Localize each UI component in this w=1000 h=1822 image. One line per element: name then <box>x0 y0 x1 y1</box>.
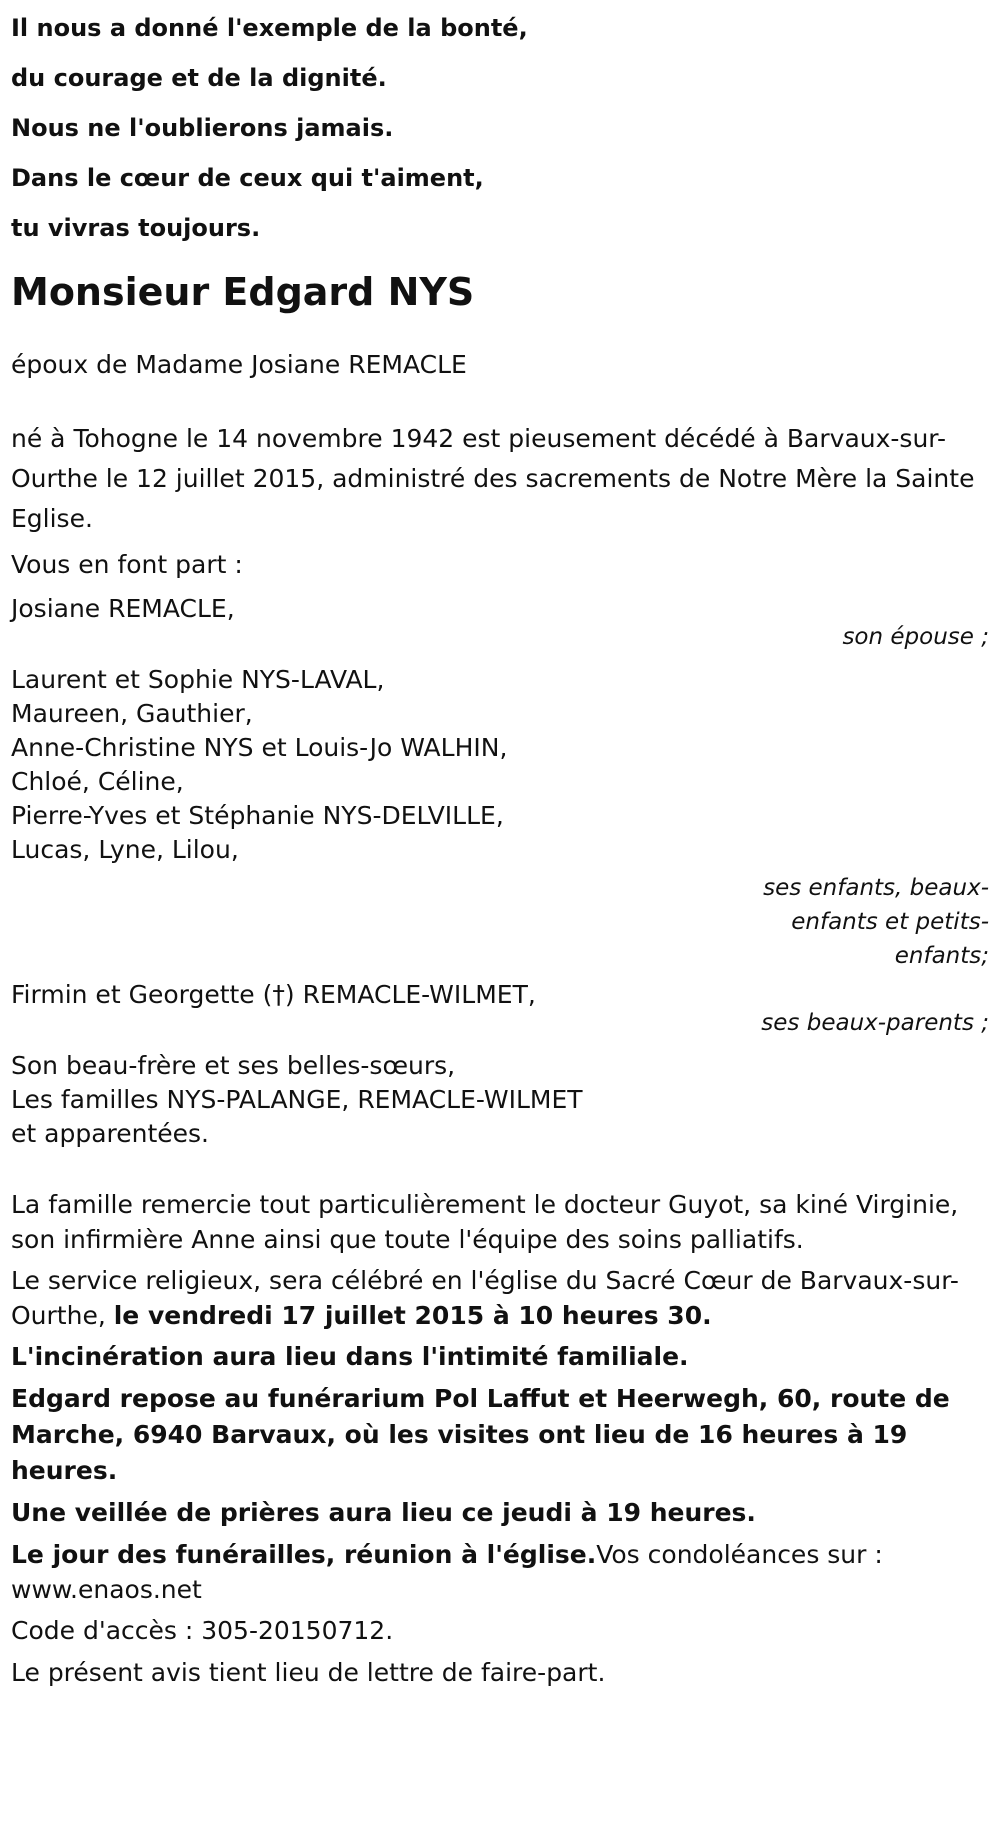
child-line: Lucas, Lyne, Lilou, <box>11 835 239 864</box>
children-role <box>11 871 989 973</box>
obituary-notice <box>11 0 989 1691</box>
child-line: Laurent et Sophie NYS-LAVAL, <box>11 665 385 694</box>
child-line: Maureen, Gauthier, <box>11 699 253 728</box>
parents-role: ses beaux-parents ; <box>761 1010 989 1036</box>
family-line: Son beau-frère et ses belles-sœurs, <box>11 1051 456 1080</box>
vigil-text: Une veillée de prières aura lieu ce jeudi à 19 heures. <box>11 1498 756 1527</box>
wife-role: son épouse ; <box>842 624 989 650</box>
access-code: Code d'accès : 305-20150712. <box>11 1616 394 1645</box>
wife-block <box>11 589 989 657</box>
children-role-line: ses enfants, beaux- <box>763 875 989 901</box>
children-role-line: enfants et petits- <box>791 909 989 935</box>
service-text <box>11 1263 989 1333</box>
birth-death-text: né à Tohogne le 14 novembre 1942 est pieusement décédé à Barvaux-sur-Ourthe le 12 juillet 2015, administré des sacrements de Notre Mère la Sainte Eglise. <box>11 424 975 533</box>
children-role-line: enfants; <box>894 943 989 969</box>
poem-line: Dans le cœur de ceux qui t'aiment, <box>11 164 484 192</box>
child-line: Pierre-Yves et Stéphanie NYS-DELVILLE, <box>11 801 504 830</box>
service-date: le vendredi 17 juillet 2015 à 10 heures 30. <box>113 1301 712 1330</box>
cremation-text: L'incinération aura lieu dans l'intimité familiale. <box>11 1342 689 1371</box>
family-line: Les familles NYS-PALANGE, REMACLE-WILMET <box>11 1085 583 1114</box>
condolences-text: Vos condoléances sur : www.enaos.net <box>11 1540 883 1604</box>
thanks-text: La famille remercie tout particulièrement le docteur Guyot, sa kiné Virginie, son infirmière Anne ainsi que toute l'équipe des soins palliatifs. <box>11 1190 959 1254</box>
family-block <box>11 1049 989 1151</box>
family-line: et apparentées. <box>11 1119 209 1148</box>
poem-line: tu vivras toujours. <box>11 214 261 242</box>
funeral-text <box>11 1537 989 1607</box>
parents-name: Firmin et Georgette (†) REMACLE-WILMET, <box>11 980 536 1009</box>
poem-line: Nous ne l'oublierons jamais. <box>11 114 394 142</box>
funeral-meeting: Le jour des funérailles, réunion à l'église. <box>11 1540 597 1569</box>
announce-line: Vous en font part : <box>11 550 243 579</box>
parents-block <box>11 975 989 1043</box>
rest-text: Edgard repose au funérarium Pol Laffut et Heerwegh, 60, route de Marche, 6940 Barvaux, où les visites ont lieu de 16 heures à 19 heures. <box>11 1384 950 1485</box>
wife-name: Josiane REMACLE, <box>11 594 235 623</box>
child-line: Anne-Christine NYS et Louis-Jo WALHIN, <box>11 733 508 762</box>
spouse-line: époux de Madame Josiane REMACLE <box>11 350 467 379</box>
child-line: Chloé, Céline, <box>11 767 184 796</box>
deceased-name: Monsieur Edgard NYS <box>11 270 475 314</box>
poem-line: Il nous a donné l'exemple de la bonté, <box>11 14 528 42</box>
notice-text: Le présent avis tient lieu de lettre de faire-part. <box>11 1658 606 1687</box>
children-block <box>11 663 989 973</box>
poem-line: du courage et de la dignité. <box>11 64 387 92</box>
service-plain: Le service religieux, sera célébré en l'église du Sacré Cœur de Barvaux-sur-Ourthe, <box>11 1266 959 1330</box>
memorial-poem <box>11 3 989 253</box>
